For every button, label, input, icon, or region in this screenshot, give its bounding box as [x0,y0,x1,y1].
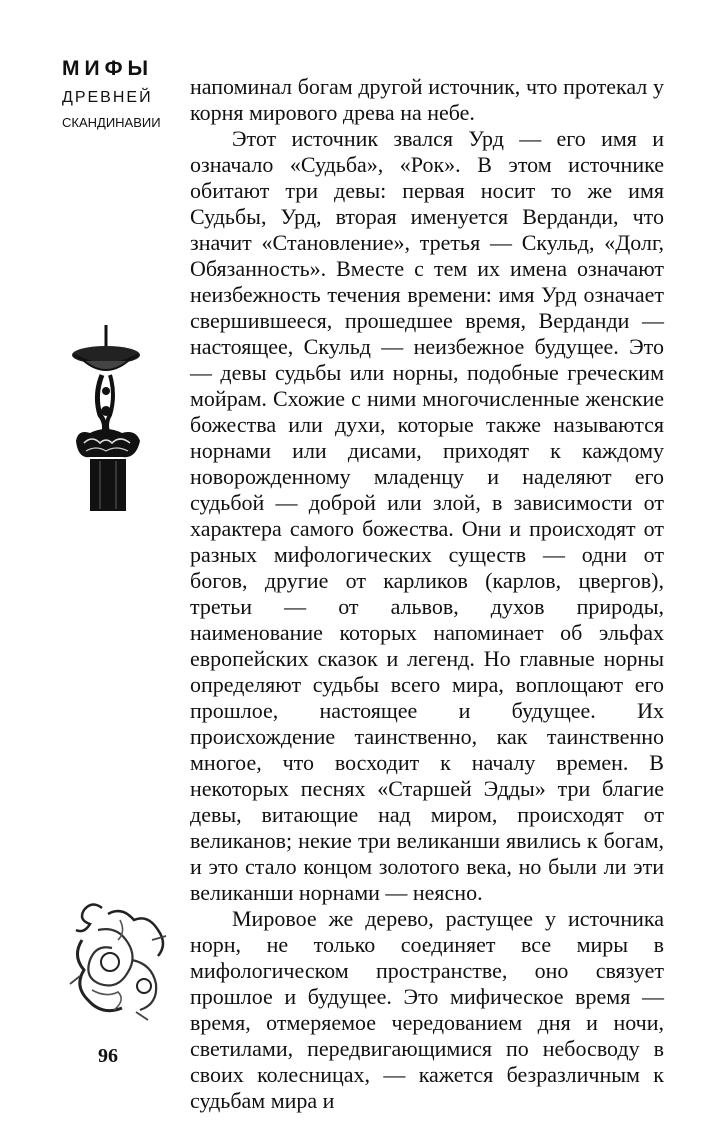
running-head-line-2: ДРЕВНЕЙ [62,89,153,106]
margin-column [0,0,190,1133]
running-head-line-3: СКАНДИНАВИИ [62,115,161,130]
running-head-line-1: МИФЫ [62,57,154,80]
pillar-ornament-icon [70,325,154,511]
paragraph: Этот источник звался Урд — его имя и означало «Судьба», «Рок». В этом источнике обитают три девы: первая носит то же имя Судьбы, Урд, вторая именуется Верданди, что значит «Становление», третья — Скульд, «Долг, Обязанность». Вместе с тем их имена означают неизбежность течения времени: имя Урд означает свершившееся, прошедшее время, Верданди — настоящее, Скульд — неизбежное будущее. Это — девы судьбы или норны, подобные греческим мойрам. Схожие с ними многочисленные женские божества или духи, которые также называются норнами или дисами, приходят к каждому новорожденному младенцу и наделяют его судьбой — доброй или злой, в зависимости от характера самого божества. Они и происходят от разных мифологических существ — одни от богов, другие от карликов (карлов, цвергов), третьи — от альвов, духов природы, наименование которых напоминает об эльфах европейских сказок и легенд. Но главные норны определяют судьбы всего мира, воплощают его прошлое, настоящее и будущее. Их происхождение таинственно, как таинственно многое, что восходит к началу времен. В некоторых песнях «Старшей Эдды» три благие девы, витающие над миром, происходят от великанов; некие три великанши явились к богам, и это стало концом золотого века, но были ли эти великанши норнами — неясно. [190,126,664,905]
page-number: 96 [98,1045,118,1067]
body-text [190,74,664,1114]
paragraph: напоминал богам другой источник, что протекал у корня мирового древа на небе. [190,74,664,125]
knotwork-ornament-icon [62,900,174,1022]
running-head [62,56,182,134]
paragraph: Мировое же дерево, растущее у источника норн, не только соединяет все миры в мифологическом пространстве, оно связует прошлое и будущее. Это мифическое время — время, отмеряемое чередованием дня и ночи, светилами, передвигающимися по небосводу в своих колесницах, — кажется безразличным к судьбам мира и [190,906,664,1113]
